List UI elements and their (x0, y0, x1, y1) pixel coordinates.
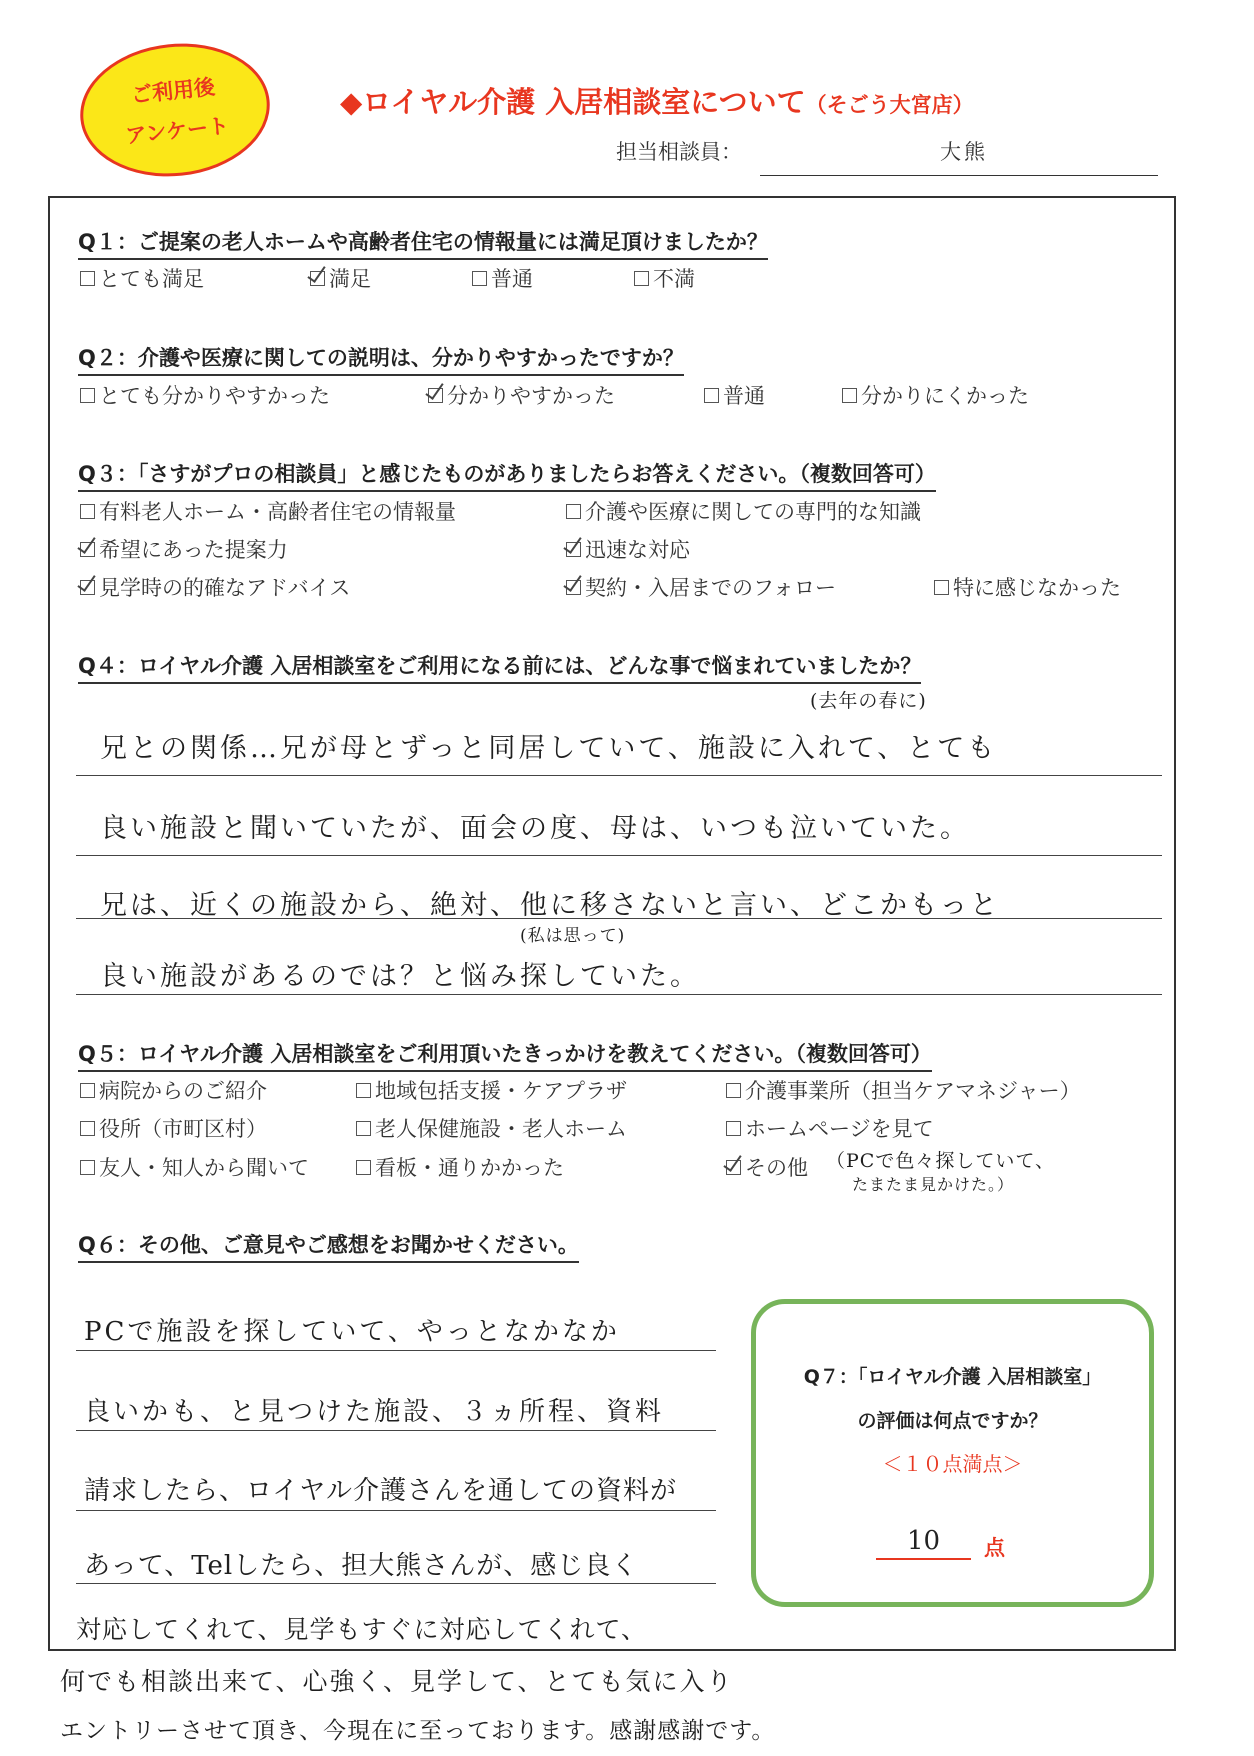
q4-line-4: 良い施設があるのでは？と悩み探していた。 (100, 961, 700, 992)
q6-line-7: エントリーさせて頂き、今現在に至っております。感謝感謝です。 (60, 1718, 776, 1744)
q5-option-7[interactable] (80, 1152, 309, 1182)
option-label: 介護や医療に関しての専門的な知識 (585, 500, 921, 524)
q4-line-2: 良い施設と聞いていたが、面会の度、母は、いつも泣いていた。 (100, 813, 970, 844)
option-label: 普通 (723, 384, 765, 408)
checkbox[interactable] (356, 1121, 371, 1136)
q4-note-1: (去年の春に) (810, 690, 927, 712)
q6-rule-1 (76, 1350, 716, 1351)
option-label: 普通 (491, 267, 533, 291)
q4-line-3: 兄は、近くの施設から、絶対、他に移さないと言い、どこかもっと (100, 890, 1000, 921)
option-label: 分かりやすかった (447, 384, 615, 408)
checkbox[interactable] (80, 388, 95, 403)
checkbox[interactable] (726, 1083, 741, 1098)
checkbox[interactable] (842, 388, 857, 403)
q3-option-2[interactable] (566, 496, 921, 526)
checkbox[interactable] (80, 1083, 95, 1098)
q1-option-1[interactable] (80, 263, 204, 293)
q2-option-2[interactable] (428, 380, 615, 410)
option-label: 迅速な対応 (585, 538, 690, 562)
q5-option-2[interactable] (356, 1075, 627, 1105)
option-label: 特に感じなかった (953, 576, 1121, 600)
option-label: 役所（市町区村） (99, 1117, 267, 1141)
checkbox[interactable] (704, 388, 719, 403)
q3-option-6[interactable] (566, 572, 836, 602)
option-label: 友人・知人から聞いて (99, 1156, 309, 1180)
option-label: 満足 (329, 267, 371, 291)
option-label: その他 (745, 1156, 808, 1180)
checkbox-checked[interactable] (726, 1160, 741, 1175)
option-label: 有料老人ホーム・高齢者住宅の情報量 (99, 500, 456, 524)
checkbox[interactable] (356, 1083, 371, 1098)
q4-rule-2 (76, 855, 1162, 856)
q6-rule-2 (76, 1430, 716, 1431)
option-label: 不満 (653, 267, 695, 291)
q5-question: Q５：ロイヤル介護 入居相談室をご利用頂いたきっかけを教えてください。（複数回答可） (78, 1038, 932, 1072)
q1-option-2[interactable] (310, 263, 371, 293)
q6-line-5: 対応してくれて、見学もすぐに対応してくれて、 (76, 1615, 648, 1644)
q4-rule-1 (76, 775, 1162, 776)
checkbox-checked[interactable] (80, 580, 95, 595)
q6-question: Q６：その他、ご意見やご感想をお聞かせください。 (78, 1229, 579, 1263)
q6-line-3: 請求したら、ロイヤル介護さんを通しての資料が (84, 1476, 677, 1506)
q5-option-5[interactable] (356, 1113, 627, 1143)
q7-question-line-1: Q７：「ロイヤル介護 入居相談室」 (803, 1366, 1102, 1388)
q5-option-3[interactable] (726, 1075, 1081, 1105)
consultant-name: 大熊 (940, 140, 988, 164)
checkbox-checked[interactable] (80, 542, 95, 557)
q3-option-3[interactable] (80, 534, 288, 564)
checkbox[interactable] (566, 504, 581, 519)
q6-rule-4 (76, 1583, 716, 1584)
q5-option-1[interactable] (80, 1075, 267, 1105)
checkbox[interactable] (80, 1121, 95, 1136)
q2-option-4[interactable] (842, 380, 1029, 410)
q5-option-8[interactable] (356, 1152, 564, 1182)
option-label: ホームページを見て (745, 1117, 934, 1141)
checkbox[interactable] (472, 271, 487, 286)
survey-badge (74, 34, 277, 185)
checkbox[interactable] (726, 1121, 741, 1136)
q4-rule-3 (76, 918, 1162, 919)
q1-option-4[interactable] (634, 263, 695, 293)
checkbox-checked[interactable] (310, 271, 325, 286)
q5-other-note-2: たまたま見かけた。） (852, 1175, 1015, 1194)
option-label: 見学時の的確なアドバイス (99, 576, 351, 600)
checkbox-checked[interactable] (428, 388, 443, 403)
q3-option-1[interactable] (80, 496, 456, 526)
q2-question: Q２：介護や医療に関しての説明は、分かりやすかったですか？ (78, 342, 684, 376)
q4-question: Q４：ロイヤル介護 入居相談室をご利用になる前には、どんな事で悩まれていましたか？ (78, 650, 921, 684)
q5-other-note-1: （PCで色々探していて、 (826, 1150, 1055, 1172)
q6-rule-3 (76, 1510, 716, 1511)
q4-note-2: (私は思って) (520, 926, 626, 946)
option-label: 契約・入居までのフォロー (585, 576, 836, 600)
q4-line-1: 兄との関係…兄が母とずっと同居していて、施設に入れて、とても (100, 733, 998, 764)
badge-line-1: ご利用後 (129, 74, 217, 108)
q3-option-5[interactable] (80, 572, 350, 602)
q6-line-1: PCで施設を探していて、やっとなかなか (84, 1317, 620, 1347)
title-main: ◆ロイヤル介護 入居相談室について (340, 85, 806, 119)
title-branch: （そごう大宮店） (805, 93, 974, 117)
q7-rating-box (751, 1299, 1154, 1607)
q5-option-4[interactable] (80, 1113, 267, 1143)
option-label: 希望にあった提案力 (99, 538, 288, 562)
q7-range: ＜１０点満点＞ (882, 1452, 1023, 1476)
q4-rule-4 (76, 994, 1162, 995)
page-title (340, 80, 974, 121)
option-label: とても分かりやすかった (99, 384, 330, 408)
q7-question-line-2: の評価は何点ですか？ (857, 1410, 1048, 1432)
q3-question: Q３：「さすがプロの相談員」と感じたものがありましたらお答えください。（複数回答可） (78, 458, 936, 492)
option-label: 地域包括支援・ケアプラザ (375, 1079, 627, 1103)
q1-question: Q１：ご提案の老人ホームや高齢者住宅の情報量には満足頂けましたか？ (78, 226, 768, 260)
checkbox[interactable] (934, 580, 949, 595)
q3-option-4[interactable] (566, 534, 690, 564)
checkbox-checked[interactable] (566, 542, 581, 557)
q6-line-4: あって、Telしたら、担大熊さんが、感じ良く (84, 1551, 639, 1581)
q7-score-underline (876, 1558, 971, 1560)
q6-line-6: 何でも相談出来て、心強く、見学して、とても気に入り (60, 1667, 734, 1696)
checkbox[interactable] (356, 1160, 371, 1175)
option-label: 分かりにくかった (861, 384, 1029, 408)
checkbox[interactable] (634, 271, 649, 286)
q5-option-6[interactable] (726, 1113, 934, 1143)
option-label: 介護事業所（担当ケアマネジャー） (745, 1079, 1081, 1103)
q7-unit: 点 (984, 1536, 1005, 1560)
q6-line-2: 良いかも、と見つけた施設、３ヵ所程、資料 (84, 1397, 665, 1427)
q1-option-3[interactable] (472, 263, 533, 293)
consultant-label: 担当相談員： (616, 140, 742, 164)
q7-score[interactable]: 10 (906, 1526, 941, 1556)
option-label: 看板・通りかかった (375, 1156, 564, 1180)
checkbox[interactable] (80, 271, 95, 286)
option-label: 病院からのご紹介 (99, 1079, 267, 1103)
q5-option-9[interactable] (726, 1152, 808, 1182)
option-label: とても満足 (99, 267, 204, 291)
consultant-underline (760, 175, 1158, 176)
q3-option-7[interactable] (934, 572, 1121, 602)
checkbox[interactable] (80, 1160, 95, 1175)
checkbox[interactable] (80, 504, 95, 519)
badge-line-2: アンケート (124, 113, 231, 149)
q2-option-3[interactable] (704, 380, 765, 410)
option-label: 老人保健施設・老人ホーム (375, 1117, 627, 1141)
q2-option-1[interactable] (80, 380, 330, 410)
checkbox-checked[interactable] (566, 580, 581, 595)
